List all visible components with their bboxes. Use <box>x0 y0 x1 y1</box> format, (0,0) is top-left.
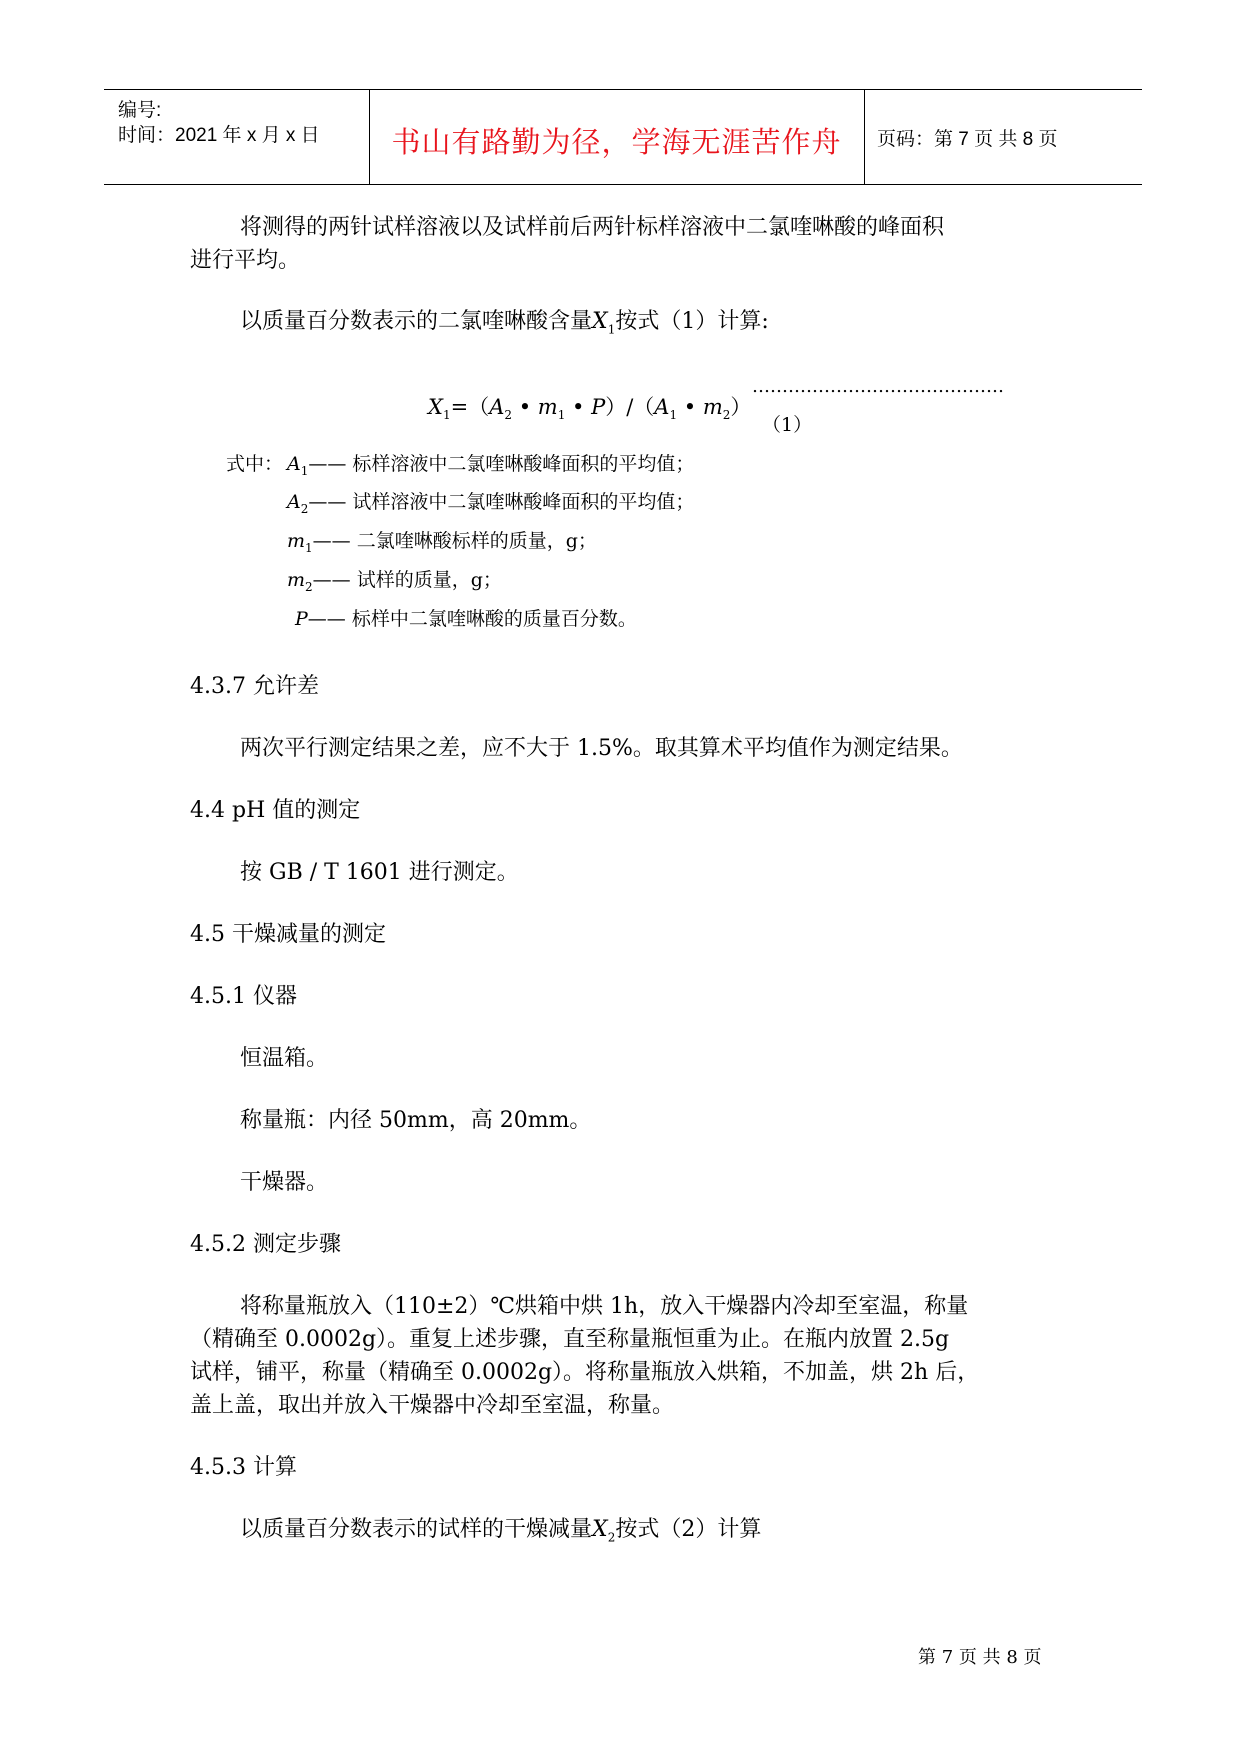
calc-intro-2 <box>240 1519 761 1543</box>
formula-1 <box>428 391 751 422</box>
doc-number-label: 编号: <box>118 100 162 121</box>
header-motto: 书山有路勤为径，学海无涯苦作舟 <box>391 127 842 159</box>
header-page-info: 页码：第 7 页 共 8 页 <box>877 129 1058 150</box>
definition-subscript: 2 <box>305 579 313 594</box>
page-header <box>104 89 1142 185</box>
header-middle-cell <box>369 90 865 184</box>
formula-operator: • <box>677 395 703 419</box>
var-x1: X <box>592 309 608 334</box>
instrument-item: 恒温箱。 <box>240 1046 329 1071</box>
var-x2-sub: 2 <box>607 1530 616 1545</box>
definition-symbol: A <box>287 453 301 475</box>
definition-item <box>287 493 694 515</box>
definition-subscript: 1 <box>300 463 309 478</box>
formula-operator: =（ <box>450 395 490 419</box>
definition-symbol: A <box>287 491 301 513</box>
page-footer: 第 7 页 共 8 页 <box>918 1647 1042 1668</box>
var-x2: X <box>592 1517 608 1542</box>
formula-number: （1） <box>762 414 813 436</box>
formula-operator: • <box>565 395 592 419</box>
section-heading-45: 4.5 干燥减量的测定 <box>190 922 386 947</box>
paragraph-line: 将测得的两针试样溶液以及试样前后两针标样溶液中二氯喹啉酸的峰面积 <box>240 215 945 240</box>
instrument-item: 称量瓶：内径 50mm，高 20mm。 <box>240 1108 592 1133</box>
calc-intro-text: 以质量百分数表示的二氯喹啉酸含量 <box>240 309 593 334</box>
formula-subscript: 1 <box>557 408 566 423</box>
paragraph-line: （精确至 0.0002g）。重复上述步骤，直至称量瓶恒重为止。在瓶内放置 2.5g <box>190 1327 950 1352</box>
var-x1-sub: 1 <box>607 322 616 337</box>
formula-subscript: 2 <box>504 408 513 423</box>
paragraph-line: 试样，铺平，称量（精确至 0.0002g）。将称量瓶放入烘箱，不加盖，烘 2h 后， <box>190 1360 980 1385</box>
instrument-item: 干燥器。 <box>240 1170 329 1195</box>
definition-item <box>287 455 694 477</box>
calc-intro <box>240 311 769 335</box>
formula-operator: • <box>512 395 538 419</box>
section-heading-437: 4.3.7 允许差 <box>190 674 319 699</box>
formula-subscript: 2 <box>722 408 731 423</box>
formula-symbol: A <box>489 395 505 419</box>
section-heading-44: 4.4 pH 值的测定 <box>190 798 361 823</box>
calc-intro-2-text: 以质量百分数表示的试样的干燥减量 <box>240 1517 593 1542</box>
paragraph-line: 进行平均。 <box>190 248 301 273</box>
definition-subscript: 1 <box>305 540 313 555</box>
doc-time-label: 时间：2021 年 x 月 x 日 <box>118 125 320 146</box>
definition-text: —— 试样溶液中二氯喹啉酸峰面积的平均值； <box>308 491 695 513</box>
calc-intro-post: 按式（1）计算: <box>615 309 769 334</box>
formula-operator: ） <box>730 395 752 419</box>
definition-item <box>295 610 637 632</box>
formula-subscript: 1 <box>442 408 451 423</box>
definition-symbol: m <box>287 530 306 552</box>
calc-intro-2-post: 按式（2）计算 <box>615 1517 762 1542</box>
section-heading-451: 4.5.1 仪器 <box>190 984 297 1009</box>
definition-text: —— 二氯喹啉酸标样的质量，g； <box>312 530 597 552</box>
header-left-cell <box>104 90 370 184</box>
section-heading-452: 4.5.2 测定步骤 <box>190 1232 341 1257</box>
section-heading-453: 4.5.3 计算 <box>190 1455 297 1480</box>
formula-symbol: m <box>702 395 723 419</box>
where-label: 式中： <box>226 453 284 475</box>
definition-text: —— 试样的质量，g； <box>312 569 502 591</box>
definition-text: —— 标样溶液中二氯喹啉酸峰面积的平均值； <box>308 453 695 475</box>
paragraph-line: 将称量瓶放入（110±2）℃烘箱中烘 1h，放入干燥器内冷却至室温，称量 <box>240 1294 969 1319</box>
definition-symbol: m <box>287 569 306 591</box>
paragraph-line: 盖上盖，取出并放入干燥器中冷却至室温，称量。 <box>190 1393 675 1418</box>
definition-text: —— 标样中二氯喹啉酸的质量百分数。 <box>307 608 637 630</box>
formula-operator: ）/（ <box>605 395 655 419</box>
definition-subscript: 2 <box>300 501 309 516</box>
formula-symbol: X <box>428 395 443 419</box>
definition-symbol: P <box>295 608 308 630</box>
formula-symbol: P <box>591 395 606 419</box>
formula-symbol: m <box>537 395 558 419</box>
section-text-44: 按 GB / T 1601 进行测定。 <box>240 860 519 885</box>
formula-symbol: A <box>654 395 670 419</box>
formula-leader-dots: …………………………………… <box>752 376 1004 397</box>
formula-subscript: 1 <box>669 408 678 423</box>
definition-item <box>287 571 502 593</box>
section-text-437: 两次平行测定结果之差，应不大于 1.5%。取其算术平均值作为测定结果。 <box>240 736 963 761</box>
definition-item <box>287 532 597 554</box>
header-right-cell <box>864 90 1142 184</box>
